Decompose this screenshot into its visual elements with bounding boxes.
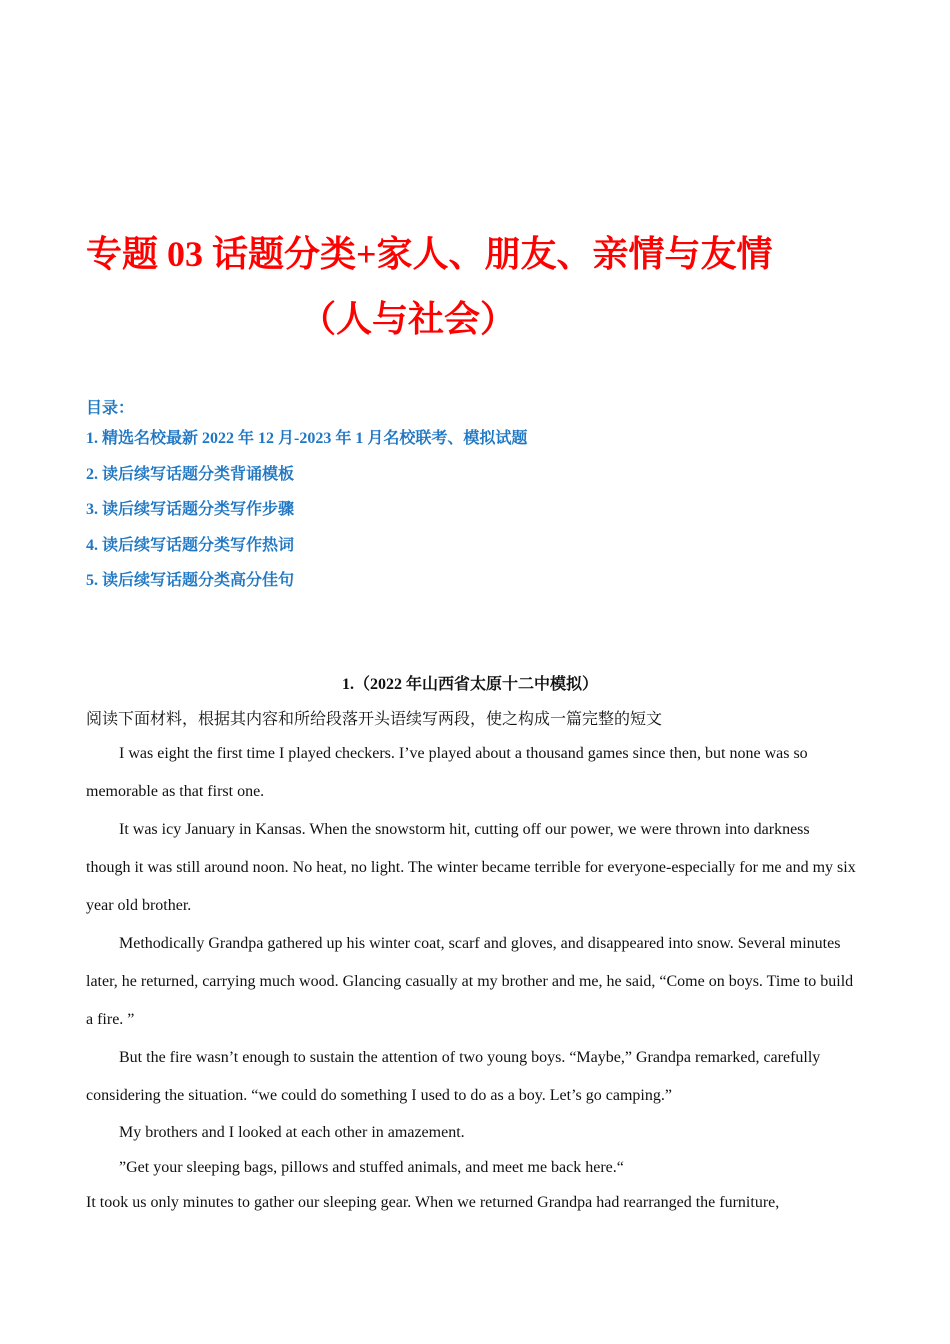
question-instruction: 阅读下面材料，根据其内容和所给段落开头语续写两段，使之构成一篇完整的短文 xyxy=(86,711,663,728)
passage-paragraph-1: I was eight the first time I played checkers. I’ve played about a thousand games since then, but none was so memorable as that first one. xyxy=(86,745,808,800)
toc-item-3: 3. 读后续写话题分类写作步骤 xyxy=(86,501,295,518)
passage-paragraph-5: My brothers and I looked at each other in amazement. xyxy=(119,1124,465,1141)
passage-paragraph-3: Methodically Grandpa gathered up his winter coat, scarf and gloves, and disappeared into snow. Several minutes later, he returned, carrying much wood. Glancing casually at my brother and me, he said, “Come on boys. Time to build a fire. ” xyxy=(86,935,854,1028)
toc-item-4: 4. 读后续写话题分类写作热词 xyxy=(86,536,295,554)
toc-item-5: 5. 读后续写话题分类高分佳句 xyxy=(86,572,295,589)
passage-paragraph-2: It was icy January in Kansas. When the snowstorm hit, cutting off our power, we were thrown into darkness though it was still around noon. No heat, no light. The winter became terrible for everyone-especially for me and my six year old brother. xyxy=(86,821,856,914)
passage-paragraph-7: It took us only minutes to gather our sleeping gear. When we returned Grandpa had rearranged the furniture, xyxy=(86,1194,780,1211)
question-heading: 1.（2022 年山西省太原十二中模拟） xyxy=(341,676,598,693)
toc-item-2: 2. 读后续写话题分类背诵模板 xyxy=(86,465,295,483)
passage-paragraph-4: But the fire wasn’t enough to sustain the attention of two young boys. “Maybe,” Grandpa remarked, carefully considering the situation. “we could do something I used to do as a boy. Let’s go camping.” xyxy=(86,1049,821,1104)
reading-passage xyxy=(86,735,856,1220)
toc-label: 目录： xyxy=(86,400,135,417)
question-heading-row xyxy=(0,673,860,697)
table-of-contents xyxy=(86,397,786,599)
passage-paragraph-6: ”Get your sleeping bags, pillows and stuffed animals, and meet me back here.“ xyxy=(119,1159,624,1176)
document-title: 专题 03 话题分类+家人、朋友、亲情与友情 xyxy=(86,234,773,274)
toc-item-1: 1. 精选名校最新 2022 年 12 月-2023 年 1 月名校联考、模拟试题 xyxy=(86,430,528,447)
document-subtitle: （人与社会） xyxy=(300,299,517,339)
